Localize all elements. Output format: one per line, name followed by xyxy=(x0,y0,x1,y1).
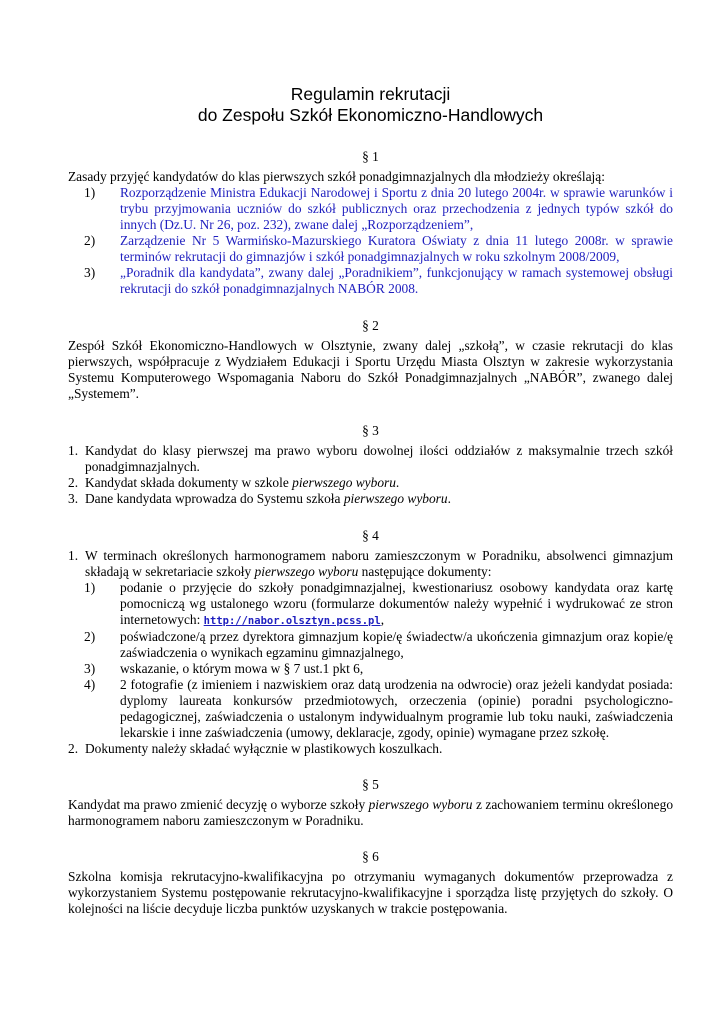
list-item xyxy=(68,491,673,507)
list-item-text: „Poradnik dla kandydata”, zwany dalej „Poradnikiem”, funkcjonujący w ramach systemowej obsługi rekrutacji do szkół ponadgimnazjalnych NABÓR 2008. xyxy=(120,265,673,296)
list-item xyxy=(68,741,673,757)
section-5-text xyxy=(68,797,673,829)
list-item-text xyxy=(85,475,673,491)
section-6-text: Szkolna komisja rekrutacyjno-kwalifikacyjna po otrzymaniu wymaganych dokumentów przeprowadza z wykorzystaniem Systemu postępowanie rekrutacyjno-kwalifikacyjne i sporządza listę przyjętych do szkoły. O kolejności na liście decyduje liczba punktów uzyskanych w trakcie postępowania. xyxy=(68,869,673,916)
section-4-heading: § 4 xyxy=(362,528,379,543)
section-3-heading: § 3 xyxy=(362,423,379,438)
sub-list-item xyxy=(68,677,673,741)
title-line-2: do Zespołu Szkół Ekonomiczno-Handlowych xyxy=(197,105,544,125)
text-run: Kandydat ma prawo zmienić decyzję o wyborze szkoły xyxy=(68,797,369,812)
section-6-heading: § 6 xyxy=(362,849,379,864)
list-item-text xyxy=(85,491,673,507)
section-6 xyxy=(68,849,673,917)
list-item xyxy=(68,265,673,297)
sub-list-item xyxy=(68,580,673,629)
text-run: W terminach określonych harmonogramem naboru zamieszczonym w Poradniku, absolwenci gimnazjum składają w sekretariacie szkoły xyxy=(85,548,673,579)
list-item xyxy=(68,443,673,475)
list-item xyxy=(68,185,673,233)
text-run: podanie o przyjęcie do szkoły ponadgimnazjalnej, kwestionariusz osobowy kandydata oraz kartę pomocniczą wg ustalonego wzoru (formularze dokumentów należy wypełnić i wydrukować ze stron internetowych: xyxy=(120,580,673,627)
text-run: następujące dokumenty: xyxy=(358,564,492,579)
emphasis-text: pierwszego wyboru xyxy=(292,475,396,490)
section-4 xyxy=(68,528,673,757)
list-item-number: 3. xyxy=(68,491,79,506)
section-2-text: Zespół Szkół Ekonomiczno-Handlowych w Olsztynie, zwany dalej „szkołą”, w czasie rekrutacji do klas pierwszych, współpracuje z Wydziałem Edukacji i Sportu Urzędu Miasta Olsztyn w zakresie wykorzystania Systemu Komputerowego Wspomagania Naboru do Szkół Ponadgimnazjalnych „NABÓR”, zwanego dalej „Systemem”. xyxy=(68,338,673,401)
emphasis-text: pierwszego wyboru xyxy=(343,491,448,506)
text-run: z zachowaniem terminu określonego harmonogramem naboru zamieszczonym w Poradniku. xyxy=(68,797,674,828)
list-item-number: 2) xyxy=(84,233,96,248)
title-line-1: Regulamin rekrutacji xyxy=(290,84,451,104)
text-run: , xyxy=(380,612,385,627)
list-item-number: 1. xyxy=(68,548,79,563)
sub-list-item xyxy=(68,629,673,661)
list-item-number: 1) xyxy=(84,185,96,200)
text-run: . xyxy=(395,475,400,490)
list-item xyxy=(68,548,673,580)
list-item-text: Dokumenty należy składać wyłącznie w plastikowych koszulkach. xyxy=(85,741,443,756)
section-3 xyxy=(68,423,673,507)
sub-list-item xyxy=(68,661,673,677)
text-run: Kandydat składa dokumenty w szkole xyxy=(85,475,293,490)
list-item-text xyxy=(85,548,673,580)
list-item-text: Zarządzenie Nr 5 Warmińsko-Mazurskiego Kuratora Oświaty z dnia 11 lutego 2008r. w sprawie terminów rekrutacji do gimnazjów i szkół ponadgimnazjalnych w roku szkolnym 2008/2009, xyxy=(120,233,673,264)
section-1-intro: Zasady przyjęć kandydatów do klas pierwszych szkół ponadgimnazjalnych dla młodzieży określają: xyxy=(68,169,605,184)
section-5 xyxy=(68,777,673,829)
list-item-number: 3) xyxy=(84,265,96,280)
list-item-text: Kandydat do klasy pierwszej ma prawo wyboru dowolnej ilości oddziałów z maksymalnie trzech szkół ponadgimnazjalnych. xyxy=(85,443,673,474)
list-item-number: 1) xyxy=(84,580,96,595)
emphasis-text: pierwszego wyboru xyxy=(368,797,473,812)
text-run: Dane kandydata wprowadza do Systemu szkoła xyxy=(85,491,344,506)
list-item-number: 2. xyxy=(68,475,79,490)
nabor-link[interactable]: http://nabor.olsztyn.pcss.pl xyxy=(203,615,381,627)
list-item xyxy=(68,475,673,491)
document-title xyxy=(68,84,673,126)
list-item-number: 3) xyxy=(84,661,96,676)
section-1-heading: § 1 xyxy=(362,149,379,164)
section-2 xyxy=(68,318,673,402)
list-item-number: 1. xyxy=(68,443,79,458)
section-2-heading: § 2 xyxy=(362,318,379,333)
list-item-text: 2 fotografie (z imieniem i nazwiskiem oraz datą urodzenia na odwrocie) oraz jeżeli kandydat posiada: dyplomy laureata konkursów przedmiotowych, orzeczenia (opinie) poradni psychologiczno-pedagogicznej, zaświadczenia o ustalonym indywidualnym programie lub toku nauki, zaświadczenia lekarskie i inne zaświadczenia (umowy, deklaracje, zgody, opinie) wymagane przez szkołę. xyxy=(120,677,673,740)
list-item-text xyxy=(120,580,673,629)
list-item-number: 2. xyxy=(68,741,79,756)
section-1 xyxy=(68,149,673,297)
list-item-number: 4) xyxy=(84,677,96,692)
list-item-text: wskazanie, o którym mowa w § 7 ust.1 pkt 6, xyxy=(120,661,364,676)
list-item-number: 2) xyxy=(84,629,96,644)
text-run: . xyxy=(447,491,451,506)
emphasis-text: pierwszego wyboru xyxy=(254,564,359,579)
section-5-heading: § 5 xyxy=(362,777,379,792)
list-item-text: Rozporządzenie Ministra Edukacji Narodowej i Sportu z dnia 20 lutego 2004r. w sprawie warunków i trybu przyjmowania uczniów do szkół publicznych oraz przechodzenia z jednych typów szkół do innych (Dz.U. Nr 26, poz. 232), zwane dalej „Rozporządzeniem”, xyxy=(120,185,673,232)
list-item xyxy=(68,233,673,265)
list-item-text: poświadczone/ą przez dyrektora gimnazjum kopie/ę świadectw/a ukończenia gimnazjum oraz kopie/ę zaświadczenia o wynikach egzaminu gimnazjalnego, xyxy=(120,629,673,660)
